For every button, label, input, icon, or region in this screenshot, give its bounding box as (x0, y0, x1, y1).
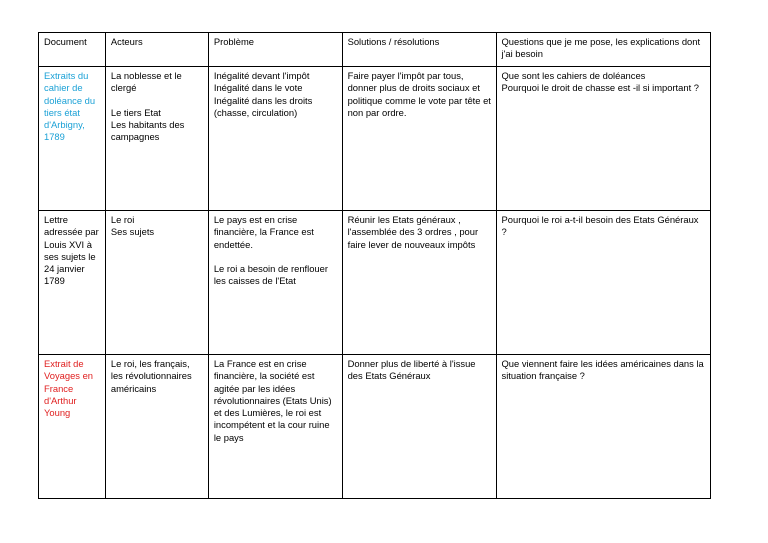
table-row (39, 67, 711, 211)
cell-document (39, 355, 106, 499)
table-header-row (39, 33, 711, 67)
document-source-text: Extrait de Voyages en France d'Arthur Young (44, 358, 96, 419)
cell-questions: Que viennent faire les idées américaines dans la situation française ? (496, 355, 710, 499)
cell-probleme: La France est en crise financière, la société est agitée par les idées révolutionnaires (Etats Unis) et des Lumières, le roi est incompétent et la cour ruine le pays (208, 355, 342, 499)
cell-questions: Que sont les cahiers de doléances Pourquoi le droit de chasse est -il si important ? (496, 67, 710, 211)
cell-acteurs: Le roi, les français, les révolutionnaires américains (105, 355, 208, 499)
cell-solutions: Donner plus de liberté à l'issue des Etats Généraux (342, 355, 496, 499)
cell-acteurs: La noblesse et le clergé Le tiers Etat Les habitants des campagnes (105, 67, 208, 211)
cell-probleme: Inégalité devant l'impôt Inégalité dans le vote Inégalité dans les droits (chasse, circulation) (208, 67, 342, 211)
cell-probleme: Le pays est en crise financière, la France est endettée. Le roi a besoin de renflouer les caisses de l'Etat (208, 211, 342, 355)
cell-document (39, 211, 106, 355)
analysis-table (38, 32, 711, 499)
cell-document (39, 67, 106, 211)
document-source-text: Extraits du cahier de doléance du tiers état d'Arbigny, 1789 (44, 70, 98, 143)
header-questions: Questions que je me pose, les explications dont j'ai besoin (496, 33, 710, 67)
document-source-text: Lettre adressée par Louis XVI à ses sujets le 24 janvier 1789 (44, 214, 102, 287)
table-row (39, 211, 711, 355)
cell-solutions: Faire payer l'impôt par tous, donner plus de droits sociaux et politique comme le vote par tête et non par ordre. (342, 67, 496, 211)
cell-solutions: Réunir les Etats généraux , l'assemblée des 3 ordres , pour faire lever de nouveaux impôts (342, 211, 496, 355)
header-document: Document (39, 33, 106, 67)
header-solutions: Solutions / résolutions (342, 33, 496, 67)
cell-acteurs: Le roi Ses sujets (105, 211, 208, 355)
header-probleme: Problème (208, 33, 342, 67)
header-acteurs: Acteurs (105, 33, 208, 67)
cell-questions: Pourquoi le roi a-t-il besoin des Etats Généraux ? (496, 211, 710, 355)
table-row (39, 355, 711, 499)
